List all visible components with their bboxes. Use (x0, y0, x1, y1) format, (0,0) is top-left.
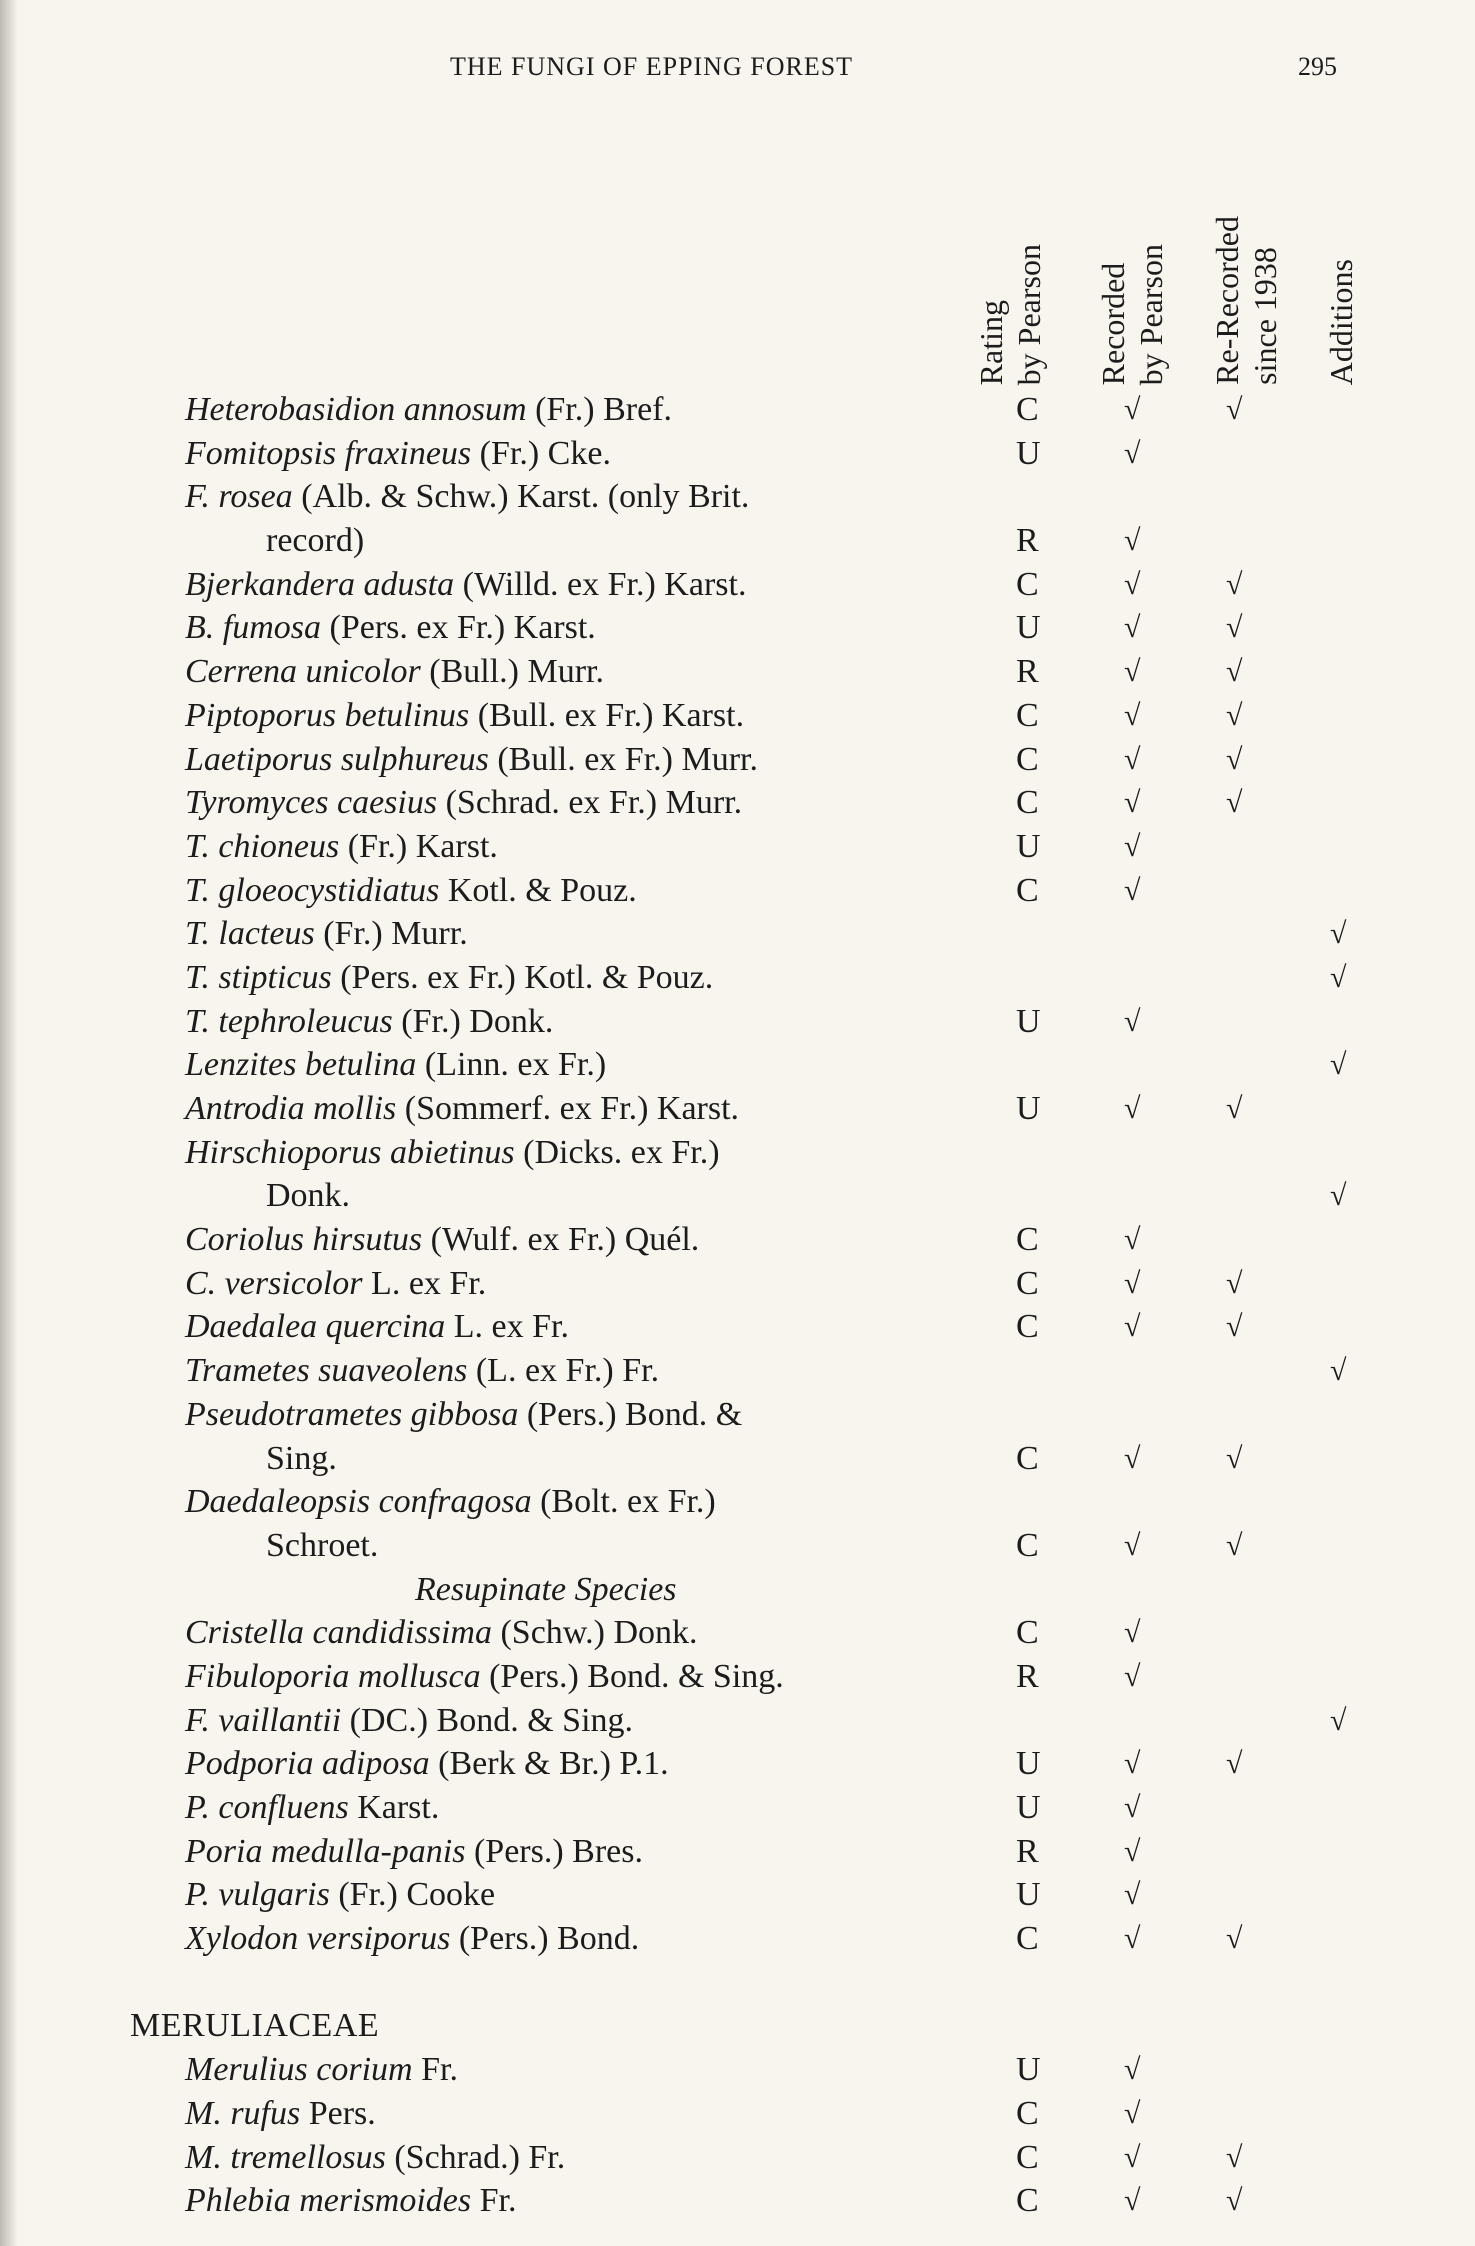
table-row (0, 650, 1475, 694)
species-name: Laetiporus sulphureus (185, 740, 489, 778)
species-name: Merulius corium (185, 2051, 413, 2089)
taxon-name (185, 1480, 716, 1524)
taxon-name (185, 1655, 784, 1699)
species-name: Fibuloporia mollusca (185, 1657, 481, 1695)
rerecorded-check: √ (1226, 698, 1243, 732)
addition-check: √ (1330, 1703, 1347, 1737)
table-row (0, 1786, 1475, 1830)
table-row (0, 1262, 1475, 1306)
rating-value: C (1016, 1526, 1039, 1564)
rerecorded-check: √ (1226, 393, 1243, 426)
authority: (Fr.) Cooke (338, 1876, 496, 1914)
table-row (0, 1830, 1475, 1874)
table-row (0, 432, 1475, 476)
rerecorded-check: √ (1226, 1266, 1243, 1300)
species-name: Trametes suaveolens (185, 1352, 468, 1390)
rerecorded-check: √ (1226, 1922, 1243, 1956)
recorded-check: √ (1124, 1528, 1141, 1562)
table-row (0, 388, 1475, 432)
rating-value: C (1016, 2182, 1039, 2220)
authority: (Schrad. ex Fr.) Murr. (445, 784, 743, 822)
taxon-name (185, 956, 713, 1000)
taxon-name (185, 2179, 517, 2223)
table-row (0, 606, 1475, 650)
taxon-name (185, 825, 498, 869)
species-list (0, 388, 1475, 2223)
recorded-check: √ (1124, 1092, 1141, 1125)
taxon-name (185, 1786, 439, 1830)
species-name: F. rosea (185, 478, 293, 516)
authority: (Sommerf. ex Fr.) Karst. (404, 1090, 740, 1127)
authority: (Fr.) Karst. (347, 827, 498, 865)
authority: (Fr.) Bref. (535, 391, 672, 428)
table-row (0, 1873, 1475, 1917)
column-header-recorded (1090, 120, 1169, 385)
taxon-name (185, 781, 742, 825)
species-name: T. gloeocystidiatus (185, 871, 440, 909)
taxon-name (185, 388, 672, 432)
rating-value: U (1016, 827, 1041, 865)
recorded-check: √ (1124, 873, 1141, 907)
table-row (0, 1087, 1475, 1131)
recorded-check: √ (1124, 655, 1141, 689)
table-row (0, 781, 1475, 825)
recorded-check: √ (1124, 1747, 1141, 1781)
authority-continuation: Sing. (266, 1439, 337, 1477)
recorded-check: √ (1124, 1310, 1141, 1344)
authority: (Wulf. ex Fr.) Quél. (430, 1221, 700, 1259)
authority: (Pers.) Bond. (458, 1920, 640, 1958)
authority: (Pers. ex Fr.) Karst. (329, 609, 596, 647)
species-name: Fomitopsis fraxineus (185, 434, 472, 472)
rating-value: C (1016, 1439, 1039, 1477)
rating-value: C (1016, 2138, 1039, 2176)
recorded-check: √ (1124, 698, 1141, 732)
taxon-name (185, 2048, 458, 2092)
table-row (0, 1742, 1475, 1786)
authority: (Alb. & Schw.) Karst. (only Brit. (301, 478, 750, 516)
authority: L. ex Fr. (453, 1308, 569, 1346)
taxon-name (185, 650, 604, 694)
table-row (0, 1043, 1475, 1087)
authority: (L. ex Fr.) Fr. (475, 1352, 660, 1390)
recorded-check: √ (1124, 786, 1141, 820)
rerecorded-check: √ (1226, 1310, 1243, 1344)
table-row (0, 1480, 1475, 1524)
taxon-name (185, 1087, 739, 1131)
species-name: T. lacteus (185, 915, 315, 953)
section-heading-row (0, 1568, 1475, 1612)
recorded-check: √ (1124, 611, 1141, 645)
rerecorded-check: √ (1226, 1528, 1243, 1562)
column-header-additions (1318, 120, 1366, 385)
recorded-check: √ (1124, 1922, 1141, 1956)
rating-value: C (1016, 391, 1039, 428)
recorded-check: √ (1124, 1616, 1141, 1650)
recorded-check: √ (1124, 1223, 1141, 1257)
species-name: P. confluens (185, 1789, 349, 1826)
table-row (0, 1174, 1475, 1218)
column-header-rating (968, 120, 1047, 385)
taxon-name (185, 738, 758, 782)
taxon-name (185, 1611, 698, 1655)
species-name: B. fumosa (185, 609, 321, 647)
taxon-name (185, 1349, 659, 1393)
species-name: Podporia adiposa (185, 1745, 430, 1783)
taxon-name (185, 1393, 742, 1437)
species-name: Cristella candidissima (185, 1614, 492, 1652)
recorded-check: √ (1124, 2140, 1141, 2174)
authority: Fr. (421, 2051, 458, 2089)
taxon-name (185, 606, 596, 650)
recorded-check: √ (1124, 1266, 1141, 1300)
table-row (0, 1655, 1475, 1699)
authority: (Bull. ex Fr.) Murr. (497, 740, 758, 778)
table-row (0, 475, 1475, 519)
species-name: Lenzites betulina (185, 1046, 417, 1084)
table-row (0, 738, 1475, 782)
authority: (DC.) Bond. & Sing. (349, 1701, 634, 1739)
table-row (0, 1349, 1475, 1393)
table-row (0, 2048, 1475, 2092)
taxon-name (185, 1917, 639, 1961)
species-name: C. versicolor (185, 1264, 363, 1302)
authority: (Pers.) Bres. (473, 1832, 644, 1870)
rerecorded-check: √ (1226, 611, 1243, 645)
authority: Karst. (357, 1789, 440, 1826)
rating-value: U (1016, 1789, 1041, 1826)
table-row (0, 694, 1475, 738)
column-header-additions-label: Additions (1323, 258, 1359, 385)
table-row (0, 2179, 1475, 2223)
authority: (Fr.) Cke. (479, 434, 611, 472)
taxon-name (185, 1131, 720, 1175)
recorded-check: √ (1124, 1834, 1141, 1868)
table-row (0, 1131, 1475, 1175)
taxon-name (185, 869, 637, 913)
rating-value: R (1016, 522, 1039, 560)
authority-continuation: Donk. (266, 1177, 351, 1215)
species-name: Xylodon versiporus (185, 1920, 451, 1958)
rerecorded-check: √ (1226, 1747, 1243, 1781)
species-name: Hirschioporus abietinus (185, 1133, 515, 1171)
recorded-check: √ (1124, 2096, 1141, 2130)
species-name: Cerrena unicolor (185, 653, 421, 691)
rating-value: U (1016, 1745, 1041, 1783)
recorded-check: √ (1124, 742, 1141, 776)
rerecorded-check: √ (1226, 2140, 1243, 2174)
species-name: Poria medulla-panis (185, 1832, 466, 1870)
taxon-name (185, 1218, 699, 1262)
authority: (Pers. ex Fr.) Kotl. & Pouz. (340, 958, 714, 996)
rerecorded-check: √ (1226, 786, 1243, 820)
rating-value: U (1016, 2051, 1041, 2089)
addition-check: √ (1330, 1179, 1347, 1213)
taxon-name (185, 1043, 606, 1087)
table-row (0, 869, 1475, 913)
rating-value: U (1016, 1090, 1041, 1127)
taxon-name (185, 475, 749, 519)
addition-check: √ (1330, 1048, 1347, 1082)
table-row (0, 1437, 1475, 1481)
column-header-rerecorded (1204, 120, 1283, 385)
table-row (0, 2092, 1475, 2136)
authority: (Berk & Br.) P.1. (438, 1745, 669, 1783)
species-name: Bjerkandera adusta (185, 565, 455, 603)
species-name: Coriolus hirsutus (185, 1221, 423, 1259)
table-row (0, 1000, 1475, 1044)
taxon-name (185, 1830, 643, 1874)
taxon-name (185, 2092, 376, 2136)
running-title: THE FUNGI OF EPPING FOREST (450, 52, 854, 81)
page-number: 295 (1298, 52, 1337, 81)
taxon-name (185, 1699, 633, 1743)
species-name: Daedalea quercina (185, 1308, 446, 1346)
authority: (Schw.) Donk. (500, 1614, 698, 1652)
authority: (Bull.) Murr. (429, 653, 604, 691)
rating-value: C (1016, 2094, 1039, 2132)
taxon-name (185, 912, 468, 956)
species-name: Heterobasidion annosum (185, 391, 527, 428)
table-row (0, 1917, 1475, 1961)
recorded-check: √ (1124, 2184, 1141, 2218)
addition-check: √ (1330, 1354, 1347, 1388)
authority: (Bull. ex Fr.) Karst. (477, 696, 745, 734)
recorded-check: √ (1124, 1878, 1141, 1912)
rerecorded-check: √ (1226, 567, 1243, 601)
rating-value: C (1016, 1614, 1039, 1652)
authority: (Fr.) Donk. (401, 1002, 554, 1040)
species-name: T. stipticus (185, 958, 332, 996)
rating-value: C (1016, 696, 1039, 734)
recorded-check: √ (1124, 829, 1141, 863)
species-name: Pseudotrametes gibbosa (185, 1395, 519, 1433)
table-row (0, 956, 1475, 1000)
rating-value: C (1016, 784, 1039, 822)
authority: (Schrad.) Fr. (394, 2138, 566, 2176)
recorded-check: √ (1124, 567, 1141, 601)
species-name: T. chioneus (185, 827, 340, 865)
authority-continuation: record) (266, 522, 365, 560)
authority: Kotl. & Pouz. (447, 871, 637, 909)
taxon-name (185, 1000, 553, 1044)
taxon-name (185, 1262, 486, 1306)
taxon-name (185, 1305, 569, 1349)
rating-value: U (1016, 1002, 1041, 1040)
rating-value: U (1016, 434, 1041, 472)
taxon-name (185, 1742, 669, 1786)
authority: Fr. (479, 2182, 517, 2220)
authority-continuation: Schroet. (266, 1526, 379, 1564)
spacer-row (0, 1961, 1475, 2005)
authority: (Linn. ex Fr.) (424, 1046, 607, 1084)
addition-check: √ (1330, 917, 1347, 951)
recorded-check: √ (1124, 2053, 1141, 2087)
column-header-rating-label: Rating by Pearson (973, 243, 1047, 385)
rating-value: C (1016, 1264, 1039, 1302)
rating-value: R (1016, 653, 1039, 691)
addition-check: √ (1330, 960, 1347, 994)
species-name: Antrodia mollis (185, 1090, 397, 1127)
recorded-check: √ (1124, 393, 1141, 426)
table-row (0, 825, 1475, 869)
rerecorded-check: √ (1226, 2184, 1243, 2218)
table-row (0, 912, 1475, 956)
recorded-check: √ (1124, 1441, 1141, 1475)
rating-value: C (1016, 1221, 1039, 1259)
taxon-name (185, 1873, 495, 1917)
authority: (Bolt. ex Fr.) (540, 1483, 716, 1521)
rating-value: C (1016, 871, 1039, 909)
recorded-check: √ (1124, 436, 1141, 470)
table-row (0, 1393, 1475, 1437)
species-name: P. vulgaris (185, 1876, 330, 1914)
family-heading: MERULIACEAE (130, 2007, 380, 2045)
species-name: Piptoporus betulinus (185, 696, 470, 734)
table-row (0, 519, 1475, 563)
species-name: T. tephroleucus (185, 1002, 393, 1040)
rating-value: C (1016, 1308, 1039, 1346)
recorded-check: √ (1124, 1659, 1141, 1693)
table-row (0, 1699, 1475, 1743)
rerecorded-check: √ (1226, 742, 1243, 776)
authority: L. ex Fr. (371, 1264, 487, 1302)
authority: (Willd. ex Fr.) Karst. (462, 565, 747, 603)
taxon-name (185, 694, 744, 738)
rating-value: C (1016, 740, 1039, 778)
authority: (Pers.) Bond. & (526, 1395, 743, 1433)
column-header-rerecorded-label: Re-Recorded since 1938 (1209, 216, 1283, 385)
rating-value: U (1016, 1876, 1041, 1914)
authority: Pers. (308, 2094, 376, 2132)
authority: (Dicks. ex Fr.) (523, 1133, 720, 1171)
species-name: Phlebia merismoides (185, 2182, 472, 2220)
species-name: Tyromyces caesius (185, 784, 438, 822)
rating-value: C (1016, 1920, 1039, 1958)
table-row (0, 1305, 1475, 1349)
rerecorded-check: √ (1226, 655, 1243, 689)
section-heading: Resupinate Species (415, 1570, 677, 1608)
table-row (0, 1524, 1475, 1568)
column-header-recorded-label: Recorded by Pearson (1095, 243, 1169, 385)
species-name: F. vaillantii (185, 1701, 342, 1739)
species-name: M. rufus (185, 2094, 301, 2132)
species-name: Daedaleopsis confragosa (185, 1483, 532, 1521)
rating-value: R (1016, 1832, 1039, 1870)
family-heading-row (0, 2004, 1475, 2048)
rating-value: C (1016, 565, 1039, 603)
species-name: M. tremellosus (185, 2138, 386, 2176)
taxon-name (185, 563, 746, 607)
rerecorded-check: √ (1226, 1441, 1243, 1475)
table-row (0, 1611, 1475, 1655)
authority: (Fr.) Murr. (323, 915, 468, 953)
rating-value: U (1016, 609, 1041, 647)
table-row (0, 563, 1475, 607)
taxon-name (185, 2136, 565, 2180)
recorded-check: √ (1124, 524, 1141, 558)
recorded-check: √ (1124, 1004, 1141, 1038)
rerecorded-check: √ (1226, 1092, 1243, 1125)
table-row (0, 2136, 1475, 2180)
rating-value: R (1016, 1657, 1039, 1695)
table-row (0, 1218, 1475, 1262)
authority: (Pers.) Bond. & Sing. (489, 1657, 784, 1695)
recorded-check: √ (1124, 1791, 1141, 1824)
taxon-name (185, 432, 611, 476)
